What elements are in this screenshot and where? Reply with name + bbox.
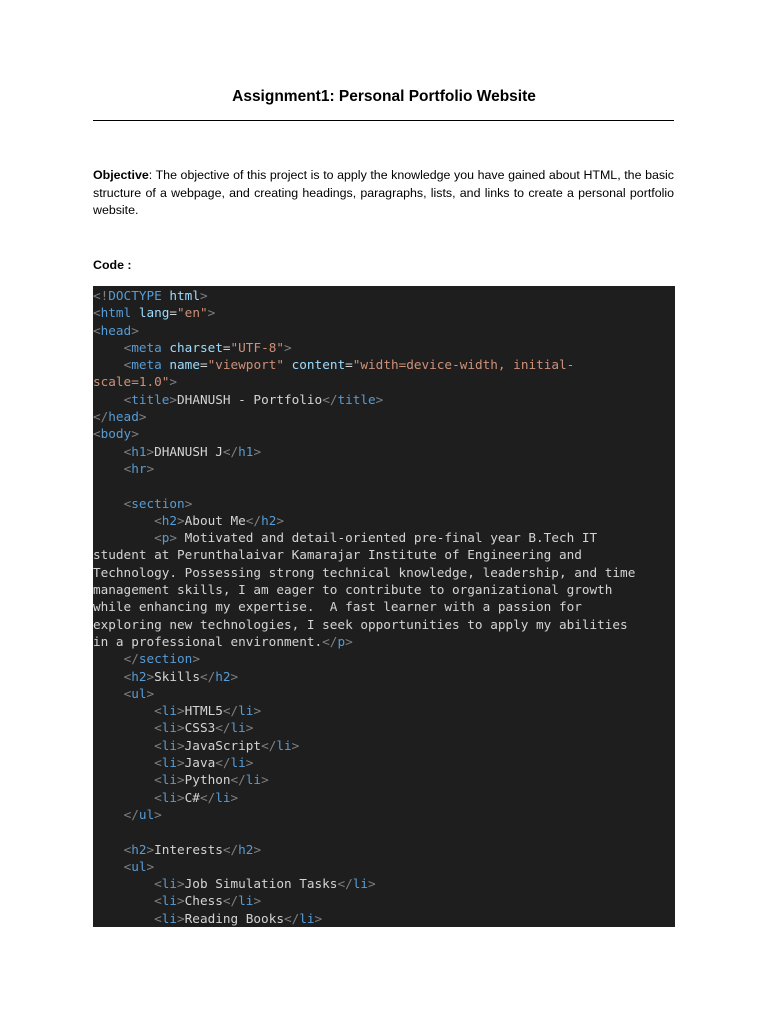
code-token: Chess <box>184 893 223 909</box>
document-title: Assignment1: Personal Portfolio Website <box>232 88 536 105</box>
code-token: li <box>161 755 178 771</box>
code-line <box>93 408 675 425</box>
code-token: section <box>131 495 185 511</box>
code-token: > <box>184 495 193 511</box>
code-token: title <box>337 391 376 407</box>
code-token: management skills, I am eager to contribute to organizational growth <box>93 582 613 598</box>
code-token: > <box>138 409 147 425</box>
code-token: > <box>253 841 262 857</box>
code-token: html <box>100 305 132 321</box>
code-token: < <box>123 685 132 701</box>
code-token <box>131 305 139 320</box>
code-line <box>93 460 675 477</box>
code-token: > <box>291 737 300 753</box>
code-token <box>93 876 154 891</box>
code-token: < <box>154 755 162 771</box>
code-token <box>93 513 154 528</box>
code-token: h1 <box>131 443 147 459</box>
code-token: li <box>161 720 178 736</box>
code-token <box>93 357 124 372</box>
objective-label: Objective <box>93 168 149 182</box>
code-token <box>93 772 154 787</box>
code-token: Reading Books <box>184 910 284 926</box>
code-line <box>93 546 675 563</box>
code-token: < <box>123 391 132 407</box>
code-token <box>93 738 154 753</box>
objective-paragraph <box>93 167 674 220</box>
code-token: li <box>230 720 246 736</box>
code-token: > <box>146 858 155 874</box>
code-token: h2 <box>215 668 231 684</box>
code-token: li <box>238 703 254 719</box>
code-token: </ <box>222 893 239 909</box>
code-token: < <box>154 703 162 719</box>
code-token: < <box>154 893 162 909</box>
code-token: scale=1.0" <box>93 374 170 390</box>
code-token: </ <box>93 409 109 425</box>
code-token: li <box>161 737 178 753</box>
code-token: > <box>253 703 262 719</box>
code-token: </ <box>322 633 338 649</box>
code-token: > <box>177 703 185 719</box>
code-token: h1 <box>238 443 254 459</box>
code-token: > <box>177 720 185 736</box>
code-token: > <box>146 668 155 684</box>
code-line <box>93 581 675 598</box>
code-line <box>93 373 675 390</box>
code-token: = <box>199 357 208 373</box>
code-line <box>93 304 675 321</box>
code-token: li <box>161 876 178 892</box>
code-token: </ <box>199 668 216 684</box>
code-token: lang <box>138 305 170 321</box>
code-token: Interests <box>154 841 223 857</box>
code-token: < <box>154 772 162 788</box>
code-token: < <box>123 668 132 684</box>
code-token: h2 <box>131 668 147 684</box>
code-token: < <box>123 443 132 459</box>
code-token: name <box>169 357 200 373</box>
code-token: p <box>337 633 346 649</box>
code-token: < <box>123 495 132 511</box>
code-token: > <box>131 426 139 442</box>
code-token: > <box>177 876 185 892</box>
code-token: > <box>368 876 376 892</box>
code-token: > <box>177 755 185 771</box>
code-token: < <box>154 720 162 736</box>
code-token <box>93 842 124 857</box>
code-token: < <box>93 305 101 321</box>
code-token: > <box>284 339 292 355</box>
code-line <box>93 806 675 823</box>
code-line <box>93 841 675 858</box>
code-line <box>93 789 675 806</box>
code-token <box>93 669 124 684</box>
code-token: Skills <box>154 668 200 684</box>
code-token: li <box>352 876 369 892</box>
code-token: > <box>177 789 185 805</box>
code-token: < <box>154 512 162 528</box>
code-token: < <box>154 789 162 805</box>
code-line <box>93 443 675 460</box>
code-token: while enhancing my expertise. A fast learner with a passion for <box>93 599 582 615</box>
code-token: li <box>161 789 178 805</box>
code-token <box>93 755 154 770</box>
code-token: Java <box>184 755 216 771</box>
code-line <box>93 650 675 667</box>
code-token: < <box>93 322 101 338</box>
code-token: < <box>154 737 162 753</box>
code-line <box>93 754 675 771</box>
code-line <box>93 616 675 633</box>
code-token: ul <box>131 685 147 701</box>
code-token: meta <box>131 357 162 373</box>
code-token: Technology. Possessing strong technical knowledge, leadership, and time <box>93 564 636 580</box>
code-token: = <box>222 339 231 355</box>
code-line <box>93 425 675 442</box>
code-token: DHANUSH - Portfolio <box>177 391 323 407</box>
code-token: charset <box>169 339 223 355</box>
code-token: > <box>230 668 239 684</box>
code-token <box>93 703 154 718</box>
code-token <box>93 720 154 735</box>
code-token: > <box>177 893 185 909</box>
code-token: DOCTYPE <box>108 288 162 303</box>
code-token: < <box>123 357 132 373</box>
code-token: </ <box>123 651 139 667</box>
code-token: = <box>169 305 178 321</box>
code-token: exploring new technologies, I seek opportunities to apply my abilities <box>93 616 628 632</box>
code-token: HTML5 <box>184 703 223 719</box>
code-token: section <box>138 651 193 667</box>
code-token: </ <box>322 391 338 407</box>
code-token: meta <box>131 339 162 355</box>
code-token: hr <box>131 460 147 476</box>
code-token: JavaScript <box>184 737 262 753</box>
code-token <box>93 893 154 908</box>
code-line <box>93 391 675 408</box>
code-token: < <box>123 841 132 857</box>
code-token: h2 <box>238 841 254 857</box>
code-token: "viewport" <box>207 357 284 373</box>
code-token: > <box>245 720 254 736</box>
objective-text: : The objective of this project is to apply the knowledge you have gained about HTML, the basic structure of a webpage, and creating headings, paragraphs, lists, and links to create a personal portfolio website. <box>93 168 674 217</box>
code-token: </ <box>261 737 277 753</box>
code-token: > <box>177 772 185 788</box>
code-token <box>93 807 124 822</box>
code-token <box>93 340 124 355</box>
code-token: ul <box>131 858 147 874</box>
code-token: > <box>375 391 384 407</box>
code-token: Python <box>184 772 231 788</box>
code-token: > <box>261 772 269 788</box>
code-token: > <box>276 512 284 528</box>
code-line <box>93 564 675 581</box>
code-token: > <box>230 789 239 805</box>
code-token: = <box>345 357 353 373</box>
code-token <box>93 651 124 666</box>
code-line <box>93 685 675 702</box>
code-line <box>93 892 675 909</box>
code-token: < <box>154 910 162 926</box>
code-token: < <box>154 876 162 892</box>
code-token: > <box>177 910 185 926</box>
code-token: > <box>207 305 216 321</box>
code-token: </ <box>199 789 216 805</box>
code-line <box>93 356 675 373</box>
code-token: </ <box>215 720 231 736</box>
code-line <box>93 477 675 494</box>
code-line <box>93 287 675 304</box>
code-line <box>93 598 675 615</box>
code-token <box>93 686 124 701</box>
code-line <box>93 339 675 356</box>
code-token: li <box>161 703 178 719</box>
code-line <box>93 668 675 685</box>
code-token: student at Perunthalaivar Kamarajar Institute of Engineering and <box>93 547 582 563</box>
code-token: </ <box>215 755 231 771</box>
code-token: </ <box>337 876 353 892</box>
code-token: CSS3 <box>184 720 216 736</box>
code-line <box>93 823 675 840</box>
code-token: < <box>123 339 132 355</box>
code-token <box>93 790 154 805</box>
code-token: ul <box>138 806 155 822</box>
code-token <box>93 444 124 459</box>
code-token: html <box>169 288 200 303</box>
code-token: > <box>131 322 139 338</box>
code-token: h2 <box>261 512 277 528</box>
code-token: li <box>245 772 262 788</box>
code-token: > <box>177 512 185 528</box>
code-token: > <box>192 651 200 667</box>
code-token: > <box>146 841 155 857</box>
code-token: > <box>169 530 178 546</box>
code-token: < <box>123 858 132 874</box>
code-token: > <box>146 685 155 701</box>
code-token: </ <box>222 703 239 719</box>
code-token: > <box>146 460 155 476</box>
code-line <box>93 529 675 546</box>
code-token: "UTF-8" <box>230 339 285 355</box>
code-token: > <box>253 893 262 909</box>
code-token: <! <box>93 288 109 303</box>
code-token: li <box>230 755 246 771</box>
code-token: "en" <box>177 305 208 321</box>
code-token: </ <box>230 772 246 788</box>
code-token: > <box>154 806 162 822</box>
code-token: "width=device-width, initial- <box>352 357 575 373</box>
code-token: head <box>100 322 132 338</box>
code-token <box>93 461 124 476</box>
code-line <box>93 771 675 788</box>
code-token: Motivated and detail-oriented pre-final year B.Tech IT <box>177 530 598 546</box>
code-token: > <box>177 737 185 753</box>
code-token: About Me <box>184 512 246 528</box>
code-token: content <box>291 357 346 373</box>
code-token: li <box>161 893 178 909</box>
code-line <box>93 737 675 754</box>
code-token: li <box>161 910 178 926</box>
code-token: li <box>215 789 231 805</box>
title-divider <box>93 120 674 121</box>
code-token <box>93 496 124 511</box>
code-token: > <box>253 443 262 459</box>
code-token: > <box>169 391 178 407</box>
code-line <box>93 875 675 892</box>
code-line <box>93 633 675 650</box>
code-line <box>93 719 675 736</box>
code-token: in a professional environment. <box>93 633 323 649</box>
code-token: DHANUSH J <box>154 443 223 459</box>
code-token: < <box>154 530 162 546</box>
code-token: > <box>146 443 155 459</box>
code-token: > <box>314 910 323 926</box>
code-token <box>93 530 154 545</box>
code-token: </ <box>222 443 239 459</box>
code-token: li <box>276 737 292 753</box>
code-token: p <box>161 530 170 546</box>
code-line <box>93 322 675 339</box>
code-token: < <box>93 426 101 442</box>
code-token: h2 <box>161 512 178 528</box>
code-label: Code : <box>93 258 132 272</box>
code-token: </ <box>283 910 300 926</box>
code-token: h2 <box>131 841 147 857</box>
code-token: > <box>199 288 208 303</box>
code-token: body <box>100 426 132 442</box>
code-line <box>93 495 675 512</box>
code-token: > <box>345 633 353 649</box>
code-token: </ <box>123 806 139 822</box>
code-token: < <box>123 460 132 476</box>
code-line <box>93 910 675 927</box>
code-token: title <box>131 391 170 407</box>
code-token <box>93 859 124 874</box>
code-token: li <box>299 910 315 926</box>
code-line <box>93 702 675 719</box>
code-token <box>284 357 292 372</box>
code-token: Job Simulation Tasks <box>184 876 338 892</box>
code-token: li <box>161 772 178 788</box>
code-block <box>93 286 675 927</box>
code-line <box>93 512 675 529</box>
code-token: C# <box>184 789 200 805</box>
code-token: > <box>169 374 178 390</box>
code-token: </ <box>222 841 239 857</box>
code-token <box>93 911 154 926</box>
code-token: </ <box>245 512 262 528</box>
code-token: li <box>238 893 254 909</box>
code-line <box>93 858 675 875</box>
code-token: > <box>245 755 254 771</box>
code-token <box>93 392 124 407</box>
code-token: head <box>108 409 139 425</box>
